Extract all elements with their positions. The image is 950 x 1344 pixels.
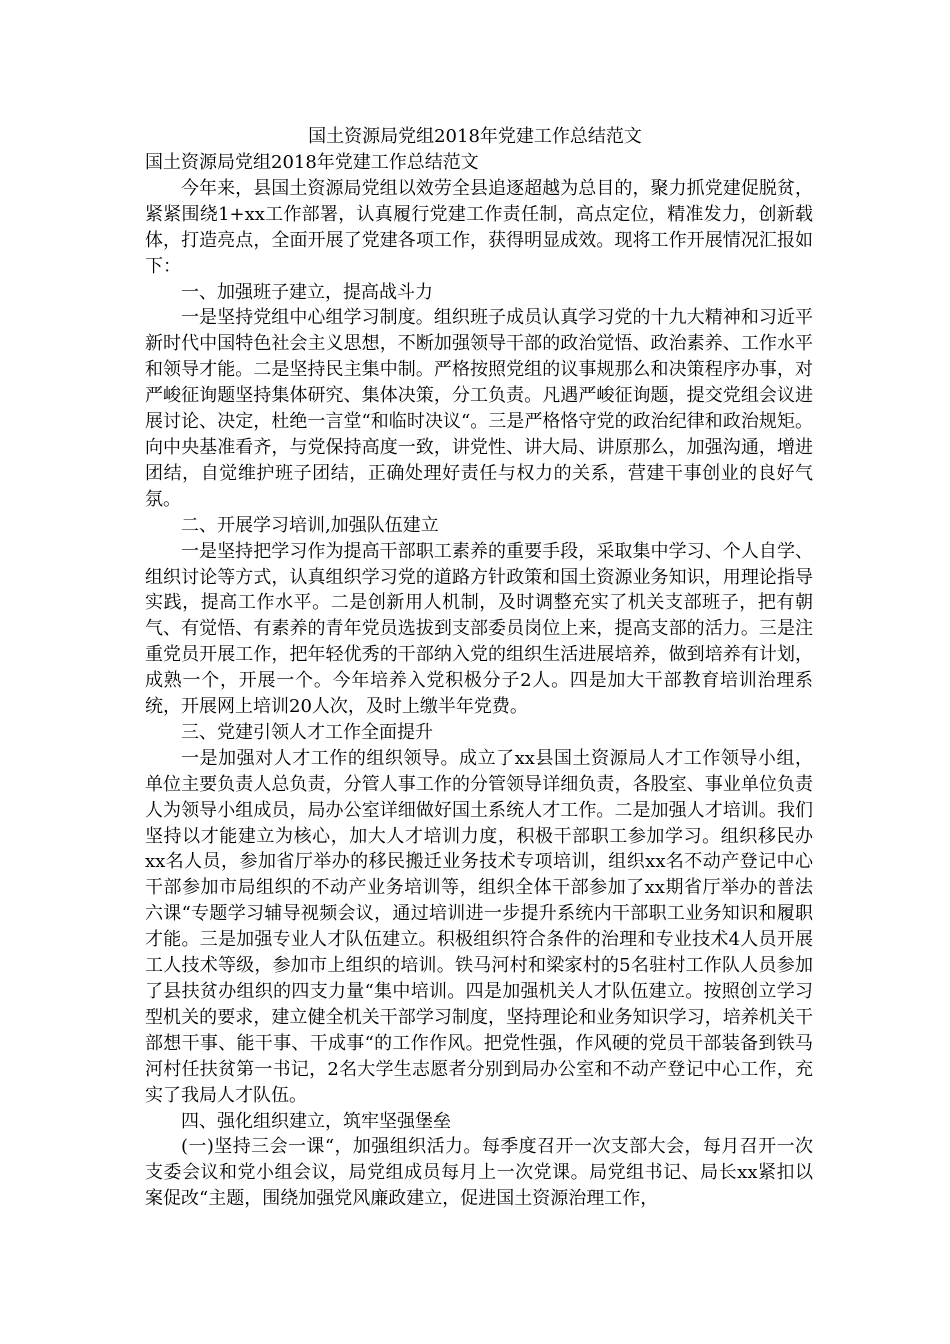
section-heading-3: 三、党建引领人才工作全面提升 [181, 721, 433, 743]
document-body [145, 150, 813, 1212]
section-1-paragraph: 一是坚持党组中心组学习制度。组织班子成员认真学习党的十九大精神和习近平新时代中国特色社会主义思想，不断加强领导干部的政治觉悟、政治素养、工作水平和领导才能。二是坚持民主集中制。严格按照党组的议事规那么和决策程序办事，对严峻征询题坚持集体研究、集体决策，分工负责。凡遇严峻征询题，提交党组会议进展讨论、决定，杜绝一言堂“和临时决议“。三是严格恪守党的政治纪律和政治规矩。向中央基准看齐，与党保持高度一致，讲党性、讲大局、讲原那么，加强沟通，增进团结，自觉维护班子团结，正确处理好责任与权力的关系，营建干事创业的良好气氛。 [145, 307, 813, 510]
document-subtitle: 国土资源局党组2018年党建工作总结范文 [145, 152, 479, 173]
section-4-paragraph: (一)坚持三会一课“，加强组织活力。每季度召开一次支部大会，每月召开一次支委会议和党小组会议，局党组成员每月上一次党课。局党组书记、局长xx紧扣以案促改“主题，围绕加强党风廉政建立，促进国土资源治理工作， [145, 1136, 813, 1210]
section-2-paragraph: 一是坚持把学习作为提高干部职工素养的重要手段，采取集中学习、个人自学、组织讨论等方式，认真组织学习党的道路方针政策和国土资源业务知识，用理论指导实践，提高工作水平。二是创新用人机制，及时调整充实了机关支部班子，把有朝气、有觉悟、有素养的青年党员选拔到支部委员岗位上来，提高支部的活力。三是注重党员开展工作，把年轻优秀的干部纳入党的组织生活进展培养，做到培养有计划，成熟一个，开展一个。今年培养入党积极分子2人。四是加大干部教育培训治理系统，开展网上培训20人次，及时上缴半年党费。 [145, 540, 813, 718]
section-3-paragraph: 一是加强对人才工作的组织领导。成立了xx县国土资源局人才工作领导小组，单位主要负责人总负责，分管人事工作的分管领导详细负责，各股室、事业单位负责人为领导小组成员，局办公室详细做好国土系统人才工作。二是加强人才培训。我们坚持以才能建立为核心，加大人才培训力度，积极干部职工参加学习。组织移民办xx名人员，参加省厅举办的移民搬迁业务技术专项培训，组织xx名不动产登记中心干部参加市局组织的不动产业务培训等，组织全体干部参加了xx期省厅举办的普法六课“专题学习辅导视频会议，通过培训进一步提升系统内干部职工业务知识和履职才能。三是加强专业人才队伍建立。积极组织符合条件的治理和专业技术4人员开展工人技术等级，参加市上组织的培训。铁马河村和梁家村的5名驻村工作队人员参加了县扶贫办组织的四支力量“集中培训。四是加强机关人才队伍建立。按照创立学习型机关的要求，建立健全机关干部学习制度，坚持理论和业务知识学习，培养机关干部想干事、能干事、干成事“的工作作风。把党性强，作风硬的党员干部装备到铁马河村任扶贫第一书记，2名大学生志愿者分别到局办公室和不动产登记中心工作，充实了我局人才队伍。 [145, 747, 813, 1106]
section-heading-2: 二、开展学习培训,加强队伍建立 [181, 514, 439, 536]
intro-paragraph: 今年来，县国土资源局党组以效劳全县追逐超越为总目的，聚力抓党建促脱贫，紧紧围绕1+xx工作部署，认真履行党建工作责任制，高点定位，精准发力，创新载体，打造亮点，全面开展了党建各项工作，获得明显成效。现将工作开展情况汇报如下： [145, 177, 813, 277]
section-heading-4: 四、强化组织建立，筑牢坚强堡垒 [181, 1110, 451, 1132]
document-title: 国土资源局党组2018年党建工作总结范文 [308, 126, 642, 147]
section-heading-1: 一、加强班子建立，提高战斗力 [181, 281, 433, 303]
